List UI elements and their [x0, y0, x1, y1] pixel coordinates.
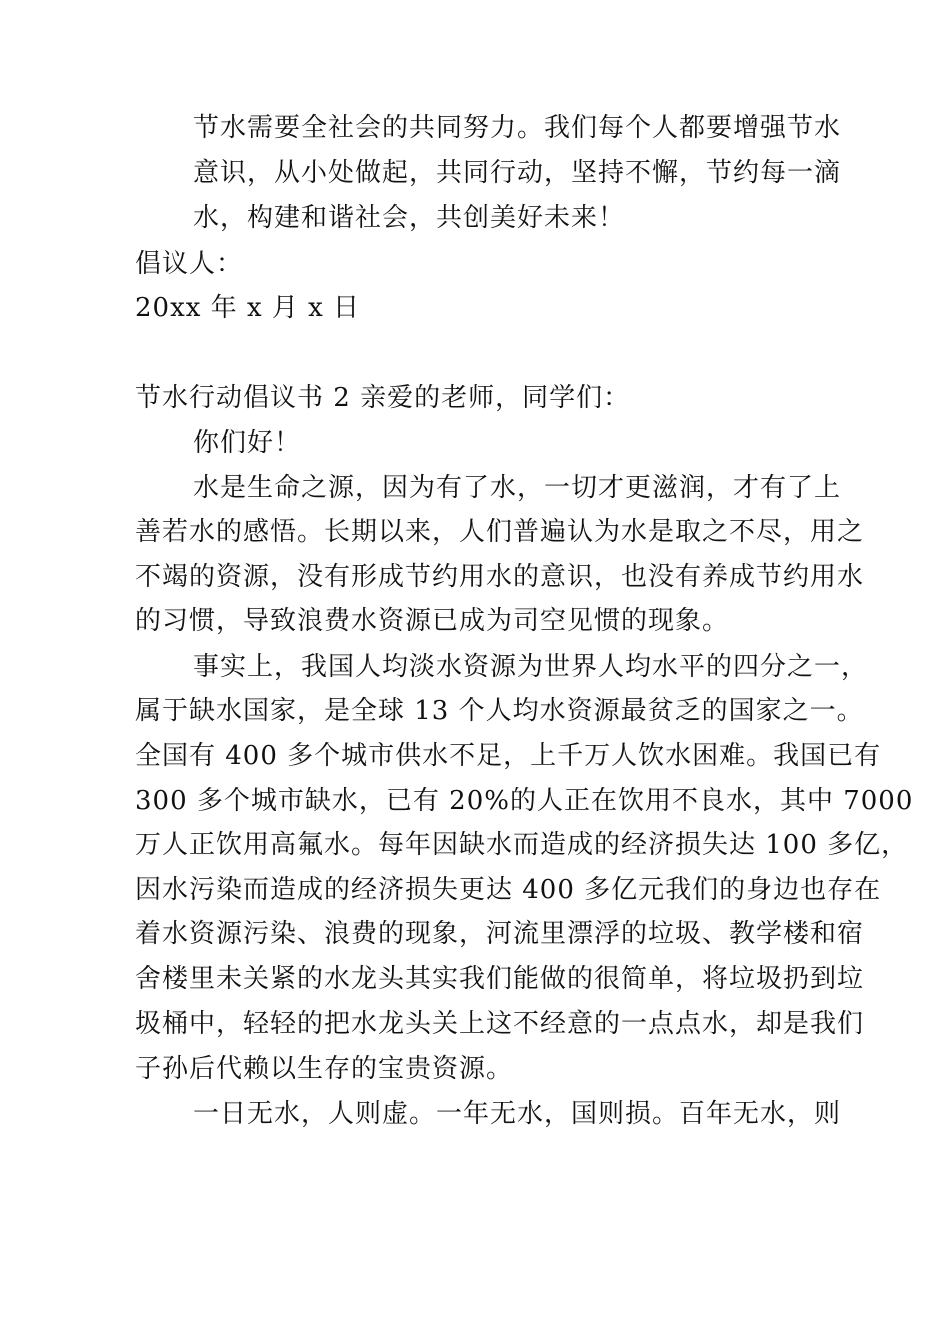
paragraph-2-line-2: 属于缺水国家，是全球 13 个人均水资源最贫乏的国家之一。 — [135, 696, 864, 726]
paragraph-2-line-5: 万人正饮用高氟水。每年因缺水而造成的经济损失达 100 多亿， — [135, 830, 909, 860]
letter-greeting: 你们好！ — [193, 428, 302, 458]
paragraph-2-line-3: 全国有 400 多个城市供水不足，上千万人饮水困难。我国已有 — [135, 741, 882, 771]
paragraph-3-line-1: 一日无水，人则虚。一年无水，国则损。百年无水，则 — [193, 1099, 842, 1129]
paragraph-2-line-7: 着水资源污染、浪费的现象，河流里漂浮的垃圾、教学楼和宿 — [135, 919, 865, 949]
closing-line-1: 节水需要全社会的共同努力。我们每个人都要增强节水 — [193, 113, 842, 143]
paragraph-2-line-4: 300 多个城市缺水，已有 20%的人正在饮用不良水，其中 7000 — [135, 786, 914, 816]
paragraph-1-line-1: 水是生命之源，因为有了水，一切才更滋润，才有了上 — [193, 473, 842, 503]
closing-line-3: 水，构建和谐社会，共创美好未来！ — [193, 203, 626, 233]
paragraph-1-line-4: 的习惯，导致浪费水资源已成为司空见惯的现象。 — [135, 606, 730, 636]
paragraph-2-line-1: 事实上，我国人均淡水资源为世界人均水平的四分之一， — [193, 652, 869, 682]
paragraph-2-line-8: 舍楼里未关紧的水龙头其实我们能做的很简单，将垃圾扔到垃 — [135, 964, 865, 994]
letter-heading: 节水行动倡议书 2 亲爱的老师，同学们： — [135, 383, 631, 413]
paragraph-2-line-10: 子孙后代赖以生存的宝贵资源。 — [135, 1054, 514, 1084]
paragraph-2-line-6: 因水污染而造成的经济损失更达 400 多亿元我们的身边也存在 — [135, 875, 882, 905]
paragraph-1-line-2: 善若水的感悟。长期以来，人们普遍认为水是取之不尽，用之 — [135, 517, 865, 547]
paragraph-2-line-9: 圾桶中，轻轻的把水龙头关上这不经意的一点点水，却是我们 — [135, 1009, 865, 1039]
paragraph-1-line-3: 不竭的资源，没有形成节约用水的意识，也没有养成节约用水 — [135, 562, 865, 592]
signer-label: 倡议人： — [135, 249, 244, 279]
closing-line-2: 意识，从小处做起，共同行动，坚持不懈，节约每一滴 — [193, 158, 842, 188]
date-line: 20xx 年 x 月 x 日 — [135, 293, 361, 323]
